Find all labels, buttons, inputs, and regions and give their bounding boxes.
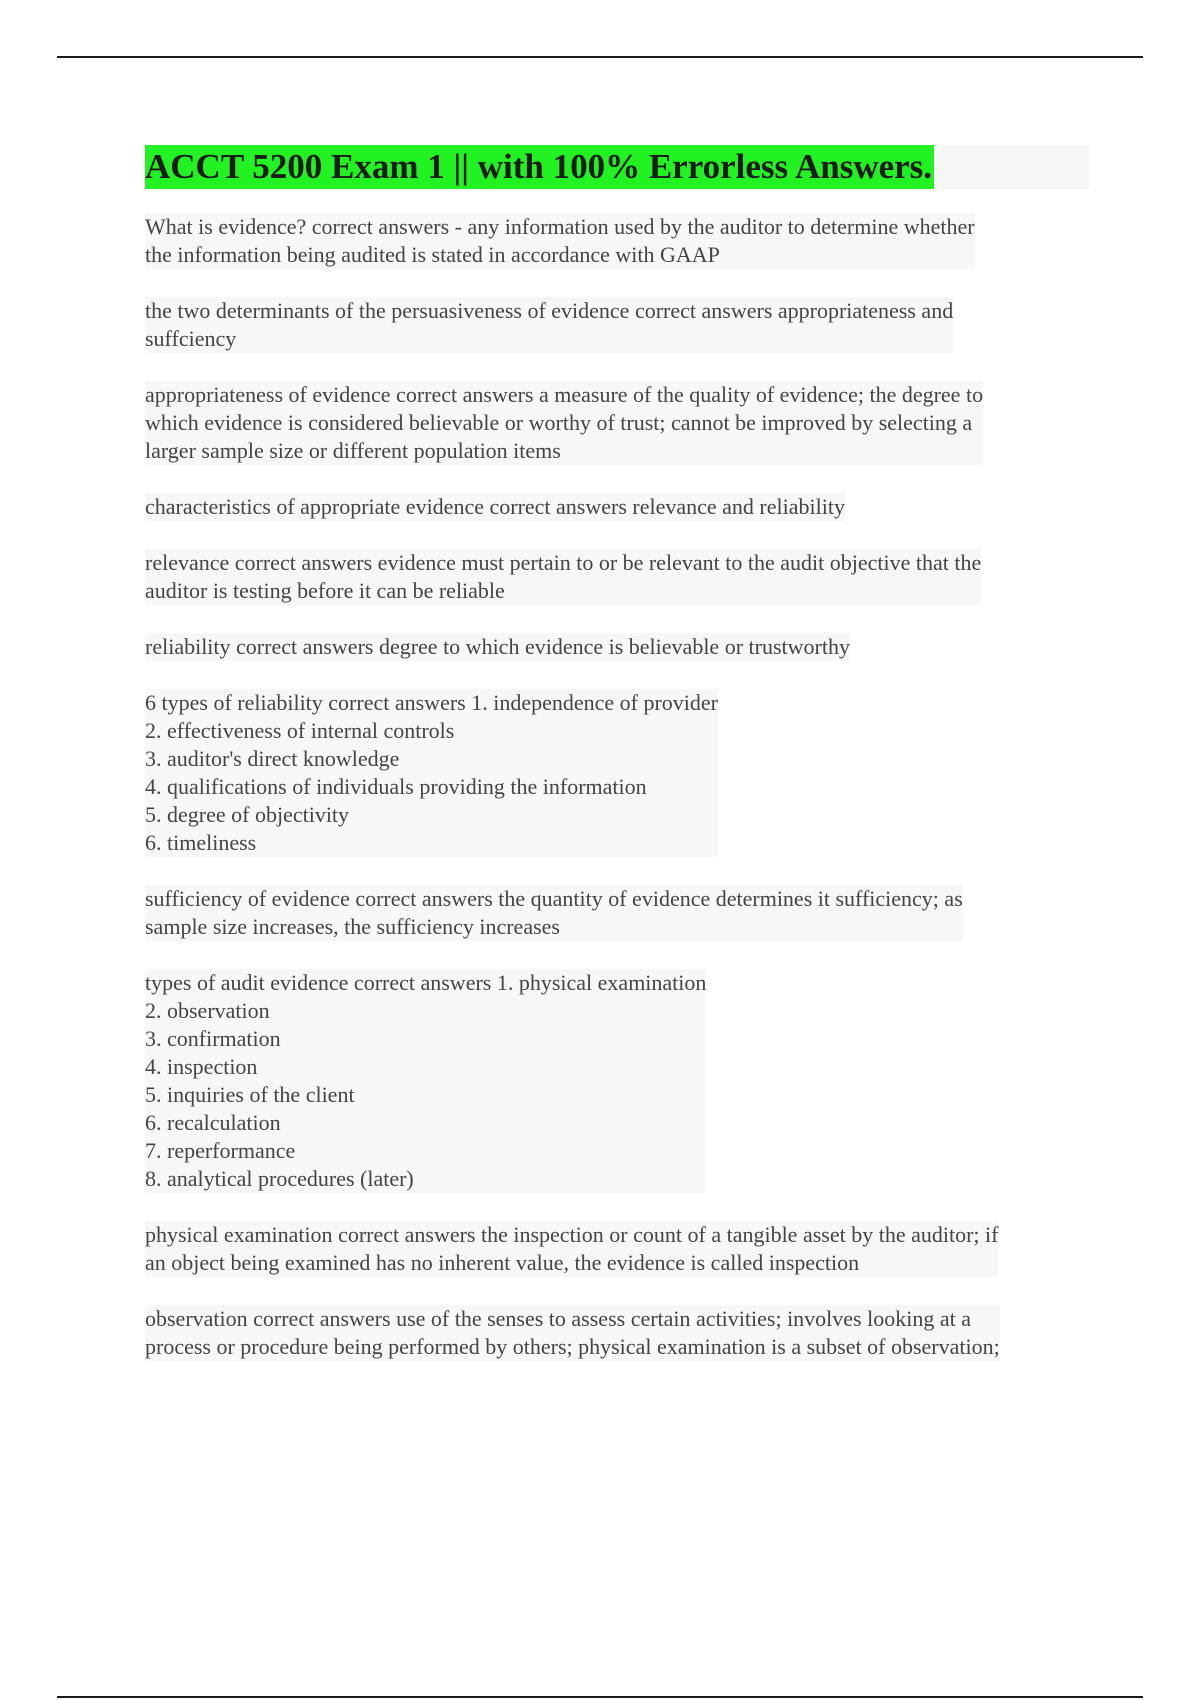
qa-line: 5. degree of objectivity [145, 802, 350, 827]
qa-entry [145, 297, 953, 353]
bottom-rule [57, 1696, 1143, 1698]
qa-line: 2. effectiveness of internal controls [145, 718, 455, 743]
qa-line: 4. qualifications of individuals providing the information [145, 774, 647, 799]
qa-list [145, 213, 1089, 1361]
qa-entry [145, 969, 706, 1193]
qa-line: 2. observation [145, 998, 270, 1023]
qa-line: 3. confirmation [145, 1026, 281, 1051]
qa-line: process or procedure being performed by others; physical examination is a subset of observation; [145, 1334, 1000, 1359]
qa-line: reliability correct answers degree to which evidence is believable or trustworthy [145, 634, 850, 659]
qa-entry [145, 689, 718, 857]
qa-line: 8. analytical procedures (later) [145, 1166, 414, 1191]
document-body [145, 145, 1089, 1389]
qa-line: the two determinants of the persuasiveness of evidence correct answers appropriateness and [145, 298, 954, 323]
qa-entry [145, 381, 983, 465]
qa-line: types of audit evidence correct answers 1. physical examination [145, 970, 707, 995]
qa-line: physical examination correct answers the inspection or count of a tangible asset by the auditor; if [145, 1222, 999, 1247]
title-band [145, 145, 1089, 189]
qa-entry [145, 213, 975, 269]
qa-line: 7. reperformance [145, 1138, 296, 1163]
qa-line: 5. inquiries of the client [145, 1082, 355, 1107]
top-rule [57, 56, 1143, 58]
qa-line: auditor is testing before it can be reliable [145, 578, 505, 603]
qa-line: characteristics of appropriate evidence correct answers relevance and reliability [145, 494, 845, 519]
qa-line: larger sample size or different population items [145, 438, 561, 463]
qa-line: appropriateness of evidence correct answers a measure of the quality of evidence; the degree to [145, 382, 984, 407]
qa-line: What is evidence? correct answers - any information used by the auditor to determine whether [145, 214, 975, 239]
qa-line: sample size increases, the sufficiency increases [145, 914, 560, 939]
qa-line: suffciency [145, 326, 237, 351]
qa-entry [145, 885, 963, 941]
qa-line: 6. timeliness [145, 830, 257, 855]
qa-line: an object being examined has no inherent value, the evidence is called inspection [145, 1250, 860, 1275]
qa-entry [145, 633, 850, 661]
qa-line: 6 types of reliability correct answers 1. independence of provider [145, 690, 719, 715]
qa-entry [145, 493, 845, 521]
qa-entry [145, 1305, 1000, 1361]
qa-line: relevance correct answers evidence must pertain to or be relevant to the audit objective that the [145, 550, 982, 575]
qa-line: sufficiency of evidence correct answers the quantity of evidence determines it sufficiency; as [145, 886, 963, 911]
qa-line: 6. recalculation [145, 1110, 281, 1135]
document-title: ACCT 5200 Exam 1 || with 100% Errorless Answers. [145, 145, 934, 189]
qa-line: observation correct answers use of the senses to assess certain activities; involves looking at a [145, 1306, 971, 1331]
qa-entry [145, 1221, 998, 1277]
qa-entry [145, 549, 981, 605]
qa-line: the information being audited is stated in accordance with GAAP [145, 242, 720, 267]
qa-line: 4. inspection [145, 1054, 258, 1079]
qa-line: which evidence is considered believable or worthy of trust; cannot be improved by selecting a [145, 410, 973, 435]
qa-line: 3. auditor's direct knowledge [145, 746, 400, 771]
